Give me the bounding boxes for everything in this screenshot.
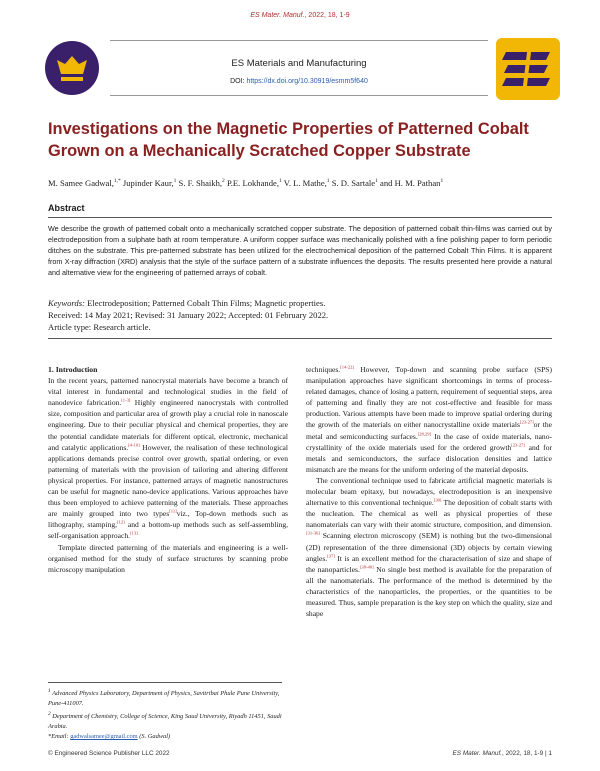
paragraph: In the recent years, patterned nanocrystal materials have become a branch of vital interest in fundamental and technological studies in the field of nanodevice fabrication.[1-3] Highly engineered nanocrystals with controlled size, composition and particular area of growth play a crucial role in nanoscale engineering. Due to their peculiar physical and chemical properties, they are the potential candidate materials for different optical, electronic, mechanical and catalytic applications.[4-10] However, the realisation of these technological applications demands precise control over growth, spatial ordering, or even patterning of materials with the provision of tailoring and altering different physical properties. For instance, patterned arrays of magnetic nanostructures can be useful for magnetic nano-device applications. Various approaches have thus been employed to achieve patterning of the materials. These approaches are mainly grouped into two types[11]viz., Top-down methods such as lithography, stamping,[12] and a bottom-up methods such as self-assembling, self-organisation approach.[13] [48,376,288,541]
citation[interactable]: [1-3] [121,397,131,403]
abstract-heading: Abstract [48,203,85,213]
paragraph: techniques.[14-22] However, Top-down and scanning probe surface (SPS) manipulation approaches have significant shortcomings in terms of process-related damages, chance of losing a pattern, requirement of sequential steps, area of patterning and finally they are not cost-effective and feasible for mass production. Various attempts have been made to improve spatial ordering during the growth of the materials on either nanocrystalline oxide materials[23-27]or the metal and semiconducting surfaces.[28,29] In the case of oxide materials, nano-crystallinity of the oxide materials used for the ordered growth[23-27] and for metals and semiconductors, the surface dislocation densities and lattice mismatch are the means for the uniform ordering of the material deposits. [306,364,552,474]
doi-link[interactable]: https://dx.doi.org/10.30919/esmm5f640 [246,78,368,85]
citation[interactable]: [31-36] [306,530,320,536]
running-head: ES Mater. Manuf., 2022, 18, 1-9 [250,12,350,19]
journal-logo-left-icon [44,40,100,96]
article-title: Investigations on the Magnetic Properties of Patterned Cobalt Grown on a Mechanically Scratched Copper Substrate [48,120,529,160]
doi-line: DOI: https://dx.doi.org/10.30919/esmm5f640 [230,78,368,85]
body-right-column [306,364,552,619]
citation[interactable]: [23-27] [511,442,525,448]
citation[interactable]: [37] [327,553,335,559]
citation[interactable]: [4-10] [128,442,140,448]
abstract-rule-top [48,217,552,218]
footnote-affiliation-2: $^2$ Department of Chemistry, College of Science, King Saud University, Riyadh 11451, Saudi Arabia. [48,711,282,731]
citation[interactable]: [11] [169,508,177,514]
footnote-affiliation-1: $^1$ Advanced Physics Laboratory, Department of Physics, Savitribai Phule Pune University, Pune-411007. [48,688,280,708]
citation[interactable]: [23-27] [519,419,534,425]
journal-name: ES Materials and Manufacturing [231,58,367,69]
article-type: Article type: Research article. [48,322,151,332]
citation[interactable]: [30] [433,497,442,503]
footnote-email: *Email: gadwalsamee@gmail.com (S. Gadwal) [48,733,171,740]
citation[interactable]: [12] [117,519,125,525]
publisher-logo-right-icon [496,38,560,100]
section-heading-introduction: 1. Introduction [48,365,98,374]
citation[interactable]: [28,29] [417,431,432,437]
footnote-rule [48,682,282,683]
footer-page-info: ES Mater. Manuf., 2022, 18, 1-9 | 1 [452,750,552,757]
author-list: M. Samee Gadwal,$^{1,*}$ Jupinder Kaur,$^1$ S. F. Shaikh,$^2$ P.E. Lokhande,$^1$ V. L. Mathe,$^1$ S. D. Sartale$^1$ and H. M. Pathan$^1$ [48,178,444,188]
paragraph: The conventional technique used to fabricate artificial magnetic materials is molecular beam epitaxy, but nowadays, electrodeposition is an inexpensive alternative to this conventional technique.[30] The deposition of cobalt starts with the nucleation. The chemical as well as physical properties of these nanomaterials can vary with their atomic structure, composition, and dimension.[31-36] Scanning electron microscopy (SEM) is nothing but the two-dimensional (2D) representation of the three dimensional (3D) objects by certain viewing angles.[37] It is an excellent method for the characterisation of size and shape of the nanoparticles.[38-40] No single best method is available for the preparation of all the nanomaterials. The performance of the method is determined by the characteristics of the nanoparticles, the properties, or the quantities to be measured. Thus, sample preparation is the key step on which the quality, size and shape [306,475,553,619]
keywords: Keywords: Electrodeposition; Patterned Cobalt Thin Films; Magnetic properties. [48,298,326,308]
received-dates: Received: 14 May 2021; Revised: 31 January 2022; Accepted: 01 February 2022. [48,310,329,320]
citation[interactable]: [13] [130,530,138,536]
abstract-rule-bottom [48,338,552,339]
footer-publisher: © Engineered Science Publisher LLC 2022 [48,750,170,757]
citation[interactable]: [14-22] [340,364,354,370]
paragraph: Template directed patterning of the materials and engineering is a well-organised method for the study of surface structures by scanning probe microscopy manipulation [48,542,288,574]
email-link[interactable]: gadwalsamee@gmail.com [70,733,138,740]
body-left-column [48,364,288,575]
citation[interactable]: [38-40] [359,564,374,570]
abstract-text: We describe the growth of patterned cobalt onto a mechanically scratched copper substrate. The deposition of patterned cobalt thin-films was carried out by electrodeposition from a sulphate bath at room temperature. A uniform copper surface was mechanically polished with a fine polishing paper to form periodic ditches on the substrate. This pre-patterned substrate has been utilized for the electrochemical deposition of the patterned Cobalt Thin Films. It is apparent from X-ray diffraction (XRD) analysis that the style of the surface pattern of a substrate influences the deposits. The results presented here provide a natural and alternative view for the engineering of patterned arrays of cobalt. [48,224,552,278]
